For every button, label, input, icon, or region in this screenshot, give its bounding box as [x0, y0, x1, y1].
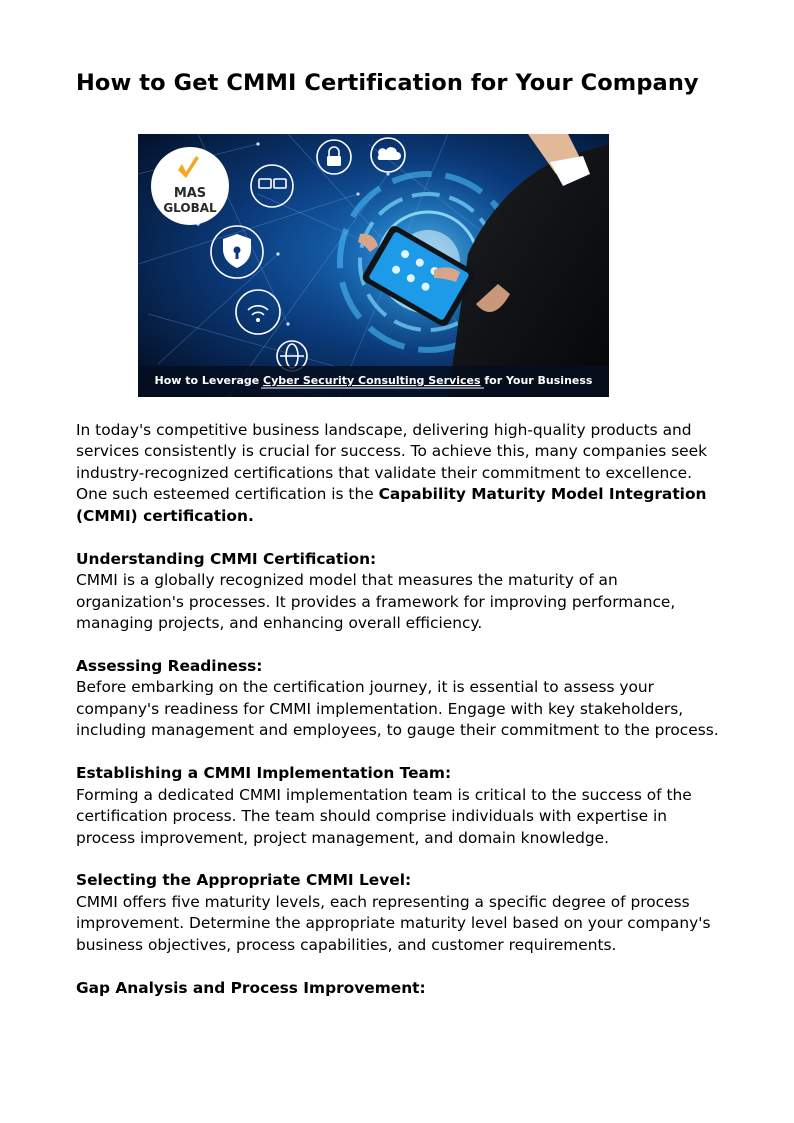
section-heading: Selecting the Appropriate CMMI Level: [76, 871, 412, 890]
logo-text-line2: GLOBAL [163, 201, 217, 215]
intro-paragraph [76, 420, 726, 527]
section-body: Forming a dedicated CMMI implementation team is critical to the success of the certification process. The team should comprise individuals with expertise in process improvement, project management, and domain knowledge. [76, 785, 692, 847]
page-title: How to Get CMMI Certification for Your Company [76, 70, 699, 96]
section-heading: Establishing a CMMI Implementation Team: [76, 764, 452, 783]
section-body: CMMI offers five maturity levels, each representing a specific degree of process improvement. Determine the appropriate maturity level based on your company's business objectives, process capabilities, and customer requirements. [76, 892, 711, 954]
caption-highlight: Cyber Security Consulting Services [263, 374, 481, 387]
section-heading: Assessing Readiness: [76, 656, 263, 675]
section-heading: Understanding CMMI Certification: [76, 549, 377, 568]
section-readiness [76, 656, 726, 742]
article-body [76, 420, 726, 1021]
section-understanding [76, 549, 726, 635]
section-heading: Gap Analysis and Process Improvement: [76, 978, 426, 997]
section-body: Before embarking on the certification journey, it is essential to assess your company's readiness for CMMI implementation. Engage with key stakeholders, including management and employees, to gauge their commitment to the process. [76, 678, 719, 740]
logo-text-line1: MAS [173, 186, 207, 201]
caption-prefix: How to Leverage [154, 374, 264, 387]
mas-global-logo [151, 147, 229, 225]
section-level [76, 870, 726, 956]
hero-illustration [138, 134, 609, 397]
section-gap-analysis [76, 978, 726, 999]
intro-text: In today's competitive business landscape, delivering high-quality products and services consistently is crucial for success. To achieve this, many companies seek industry-recognized certifications that validate their commitment to excellence. One such esteemed certification is the [76, 421, 708, 504]
intro-bold: Capability Maturity Model Integration (CMMI) certification. [76, 485, 707, 525]
section-team [76, 763, 726, 849]
hero-caption [155, 374, 593, 387]
hero-image [138, 134, 609, 397]
caption-suffix: for Your Business [480, 374, 593, 387]
section-body: CMMI is a globally recognized model that measures the maturity of an organization's processes. It provides a framework for improving performance, managing projects, and enhancing overall efficiency. [76, 571, 676, 633]
